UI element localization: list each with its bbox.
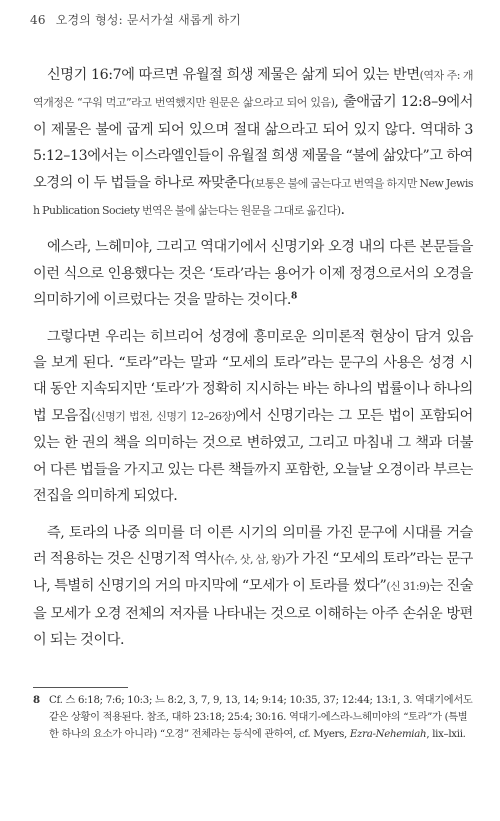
body-text xyxy=(33,62,473,664)
paragraph-2-text: 에스라, 느헤미야, 그리고 역대기에서 신명기와 오경 내의 다른 본문들을 이런 식으로 인용했다는 것은 ‘토라’라는 용어가 이제 정경으로서의 오경을 의미하기에 이르렀다는 것을 말하는 것이다. xyxy=(33,239,473,309)
translator-note-1: (역자 주: 개역개정은 “구워 먹고”라고 번역했지만 원문은 삶으라고 되어 있음) xyxy=(33,69,473,110)
paragraph-4-note-1: (수, 삿, 삼, 왕) xyxy=(220,552,286,566)
footnote-text-b: , lix–lxii. xyxy=(426,729,466,740)
paragraph-3 xyxy=(33,324,473,510)
footnote-number: 8 xyxy=(33,694,40,706)
footnote-reference[interactable]: 8 xyxy=(291,291,297,302)
paragraph-3-text-b: 에서 신명기라는 그 모든 법이 포함되어 있는 한 권의 책을 의미하는 것으로 변하였고, 그리고 마침내 그 책과 더불어 다른 법들을 가지고 있는 다른 책들까지 포함한, 오늘날 오경이라 부르는 전집을 의미하게 되었다. xyxy=(33,407,473,505)
paragraph-1 xyxy=(33,62,473,224)
paragraph-1-text-b: , 출애굽기 12:8–9에서 이 제물은 불에 굽게 되어 있으며 절대 삶으라고 되어 있지 않다. 역대하 35:12–13에서는 이스라엘인들이 유월절 희생 제물을 “불에 삶았다”고 하여 오경의 이 두 법들을 하나로 짜맞춘다 xyxy=(33,94,473,191)
translator-note-2: (보통은 불에 굽는다고 번역을 하지만 New Jewish Publication Society 번역은 불에 삶는다는 원문을 그대로 옮긴다) xyxy=(33,176,473,218)
footnote-8 xyxy=(33,692,473,743)
paragraph-4-note-2: (신 31:9) xyxy=(386,580,430,594)
paragraph-1-text-a: 신명기 16:7에 따르면 유월절 희생 제물은 삶게 되어 있는 반면 xyxy=(47,67,420,83)
running-title: 오경의 형성: 문서가설 새롭게 하기 xyxy=(55,13,242,27)
footnote-book-title: Ezra-Nehemiah xyxy=(349,729,427,740)
paragraph-3-note: (신명기 법전, 신명기 12–26장) xyxy=(91,409,236,423)
running-header xyxy=(30,11,241,28)
footnote-text xyxy=(49,692,473,743)
paragraph-1-text-c: . xyxy=(340,202,345,219)
paragraph-3-text-a: 그렇다면 우리는 히브리어 성경에 흥미로운 의미론적 현상이 담겨 있음을 보게 된다. “토라”라는 말과 “모세의 토라”라는 문구의 사용은 성경 시대 동안 지속되지만 ‘토라’가 정확히 지시하는 바는 하나의 법률이나 하나의 법 모음집 xyxy=(33,328,473,424)
footnote-text-a: Cf. 스 6:18; 7:6; 10:3; 느 8:2, 3, 7, 9, 13, 14; 9:14; 10:35, 37; 12:44; 13:1, 3. 역대기에서도 같은 상황이 적용된다. 참조, 대하 23:18; 25:4; 30:16. 역대기-에스라-느헤미야의 “토라”가 (특별한 하나의 요소가 아니라) “오경” 전체라는 등식에 관하여, cf. Myers, xyxy=(49,695,473,740)
paragraph-4-text-c: 는 진술을 모세가 오경 전체의 저자를 나타내는 것으로 이해하는 아주 손쉬운 방편이 되는 것이다. xyxy=(33,578,473,649)
footnote-divider xyxy=(33,687,128,688)
paragraph-4-text-b: 가 가진 “모세의 토라”라는 문구나, 특별히 신명기의 거의 마지막에 “모세가 이 토라를 썼다” xyxy=(33,550,473,595)
paragraph-4-text-a: 즉, 토라의 나중 의미를 더 이른 시기의 의미를 가진 문구에 시대를 거슬러 적용하는 것은 신명기적 역사 xyxy=(33,524,473,567)
paragraph-4 xyxy=(33,520,473,654)
page-number: 46 xyxy=(30,13,46,27)
paragraph-2 xyxy=(33,234,473,313)
